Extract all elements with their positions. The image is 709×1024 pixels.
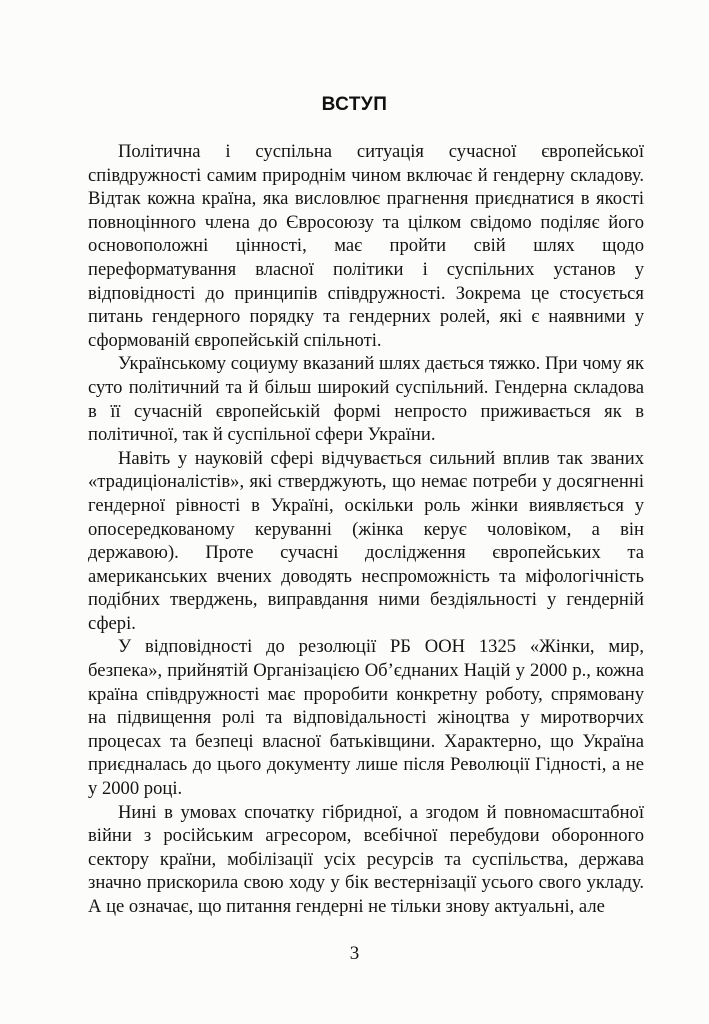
- paragraph-1: Політична і суспільна ситуація сучасної європейської співдружності самим природнім чином включає й гендерну складову. Відтак кожна країна, яка висловлює прагнення приєднатися в якості повноцінного члена до Євросоюзу та цілком свідомо поділяє його основоположні цінності, має пройти свій шлях щодо переформатування власної політики і суспільних установ у відповідності до принципів співдружності. Зокрема це стосується питань гендерного порядку та гендерних ролей, які є наявними у сформованій європейській спільноті.: [88, 141, 644, 351]
- page-number: 3: [349, 943, 360, 964]
- paragraph-2: Українському социуму вказаний шлях дається тяжко. При чому як суто політичний та й більш широкий суспільний. Гендерна складова в її сучасній європейській формі непросто приживається як в політичної, так й суспільної сфери України.: [88, 353, 644, 446]
- paragraph-3: Навіть у науковій сфері відчувається сильний вплив так званих «традиціоналістів», які стверджують, що немає потреби у досягненні гендерної рівності в Україні, оскільки роль жінки виявляється у опосередкованому керуванні (жінка керує чоловіком, а він державою). Проте сучасні дослідження європейських та американських вчених доводять неспроможність та міфологічність подібних тверджень, виправдання ними бездіяльності у гендерній сфері.: [88, 447, 644, 634]
- paragraph-5: Нині в умовах спочатку гібридної, а згодом й повномасштабної війни з російським агресором, всебічної перебудови оборонного сектору країни, мобілізації усіх ресурсів та суспільства, держава значно прискорила свою ходу у бік вестернізації усього свого укладу. А це означає, що питання гендерні не тільки знову актуальні, але: [88, 801, 644, 917]
- paragraph-4: У відповідності до резолюції РБ ООН 1325 «Жінки, мир, безпека», прийнятій Організацією Об’єднаних Націй у 2000 р., кожна країна співдружності має проробити конкретну роботу, спрямовану на підвищення ролі та відповідальності жіноцтва у миротворчих процесах та безпеці власної батьківщини. Характерно, що Україна приєдналась до цього документу лише після Революції Гідності, а не у 2000 році.: [88, 636, 644, 800]
- page-title: ВСТУП: [321, 94, 388, 115]
- body-text: [88, 140, 644, 919]
